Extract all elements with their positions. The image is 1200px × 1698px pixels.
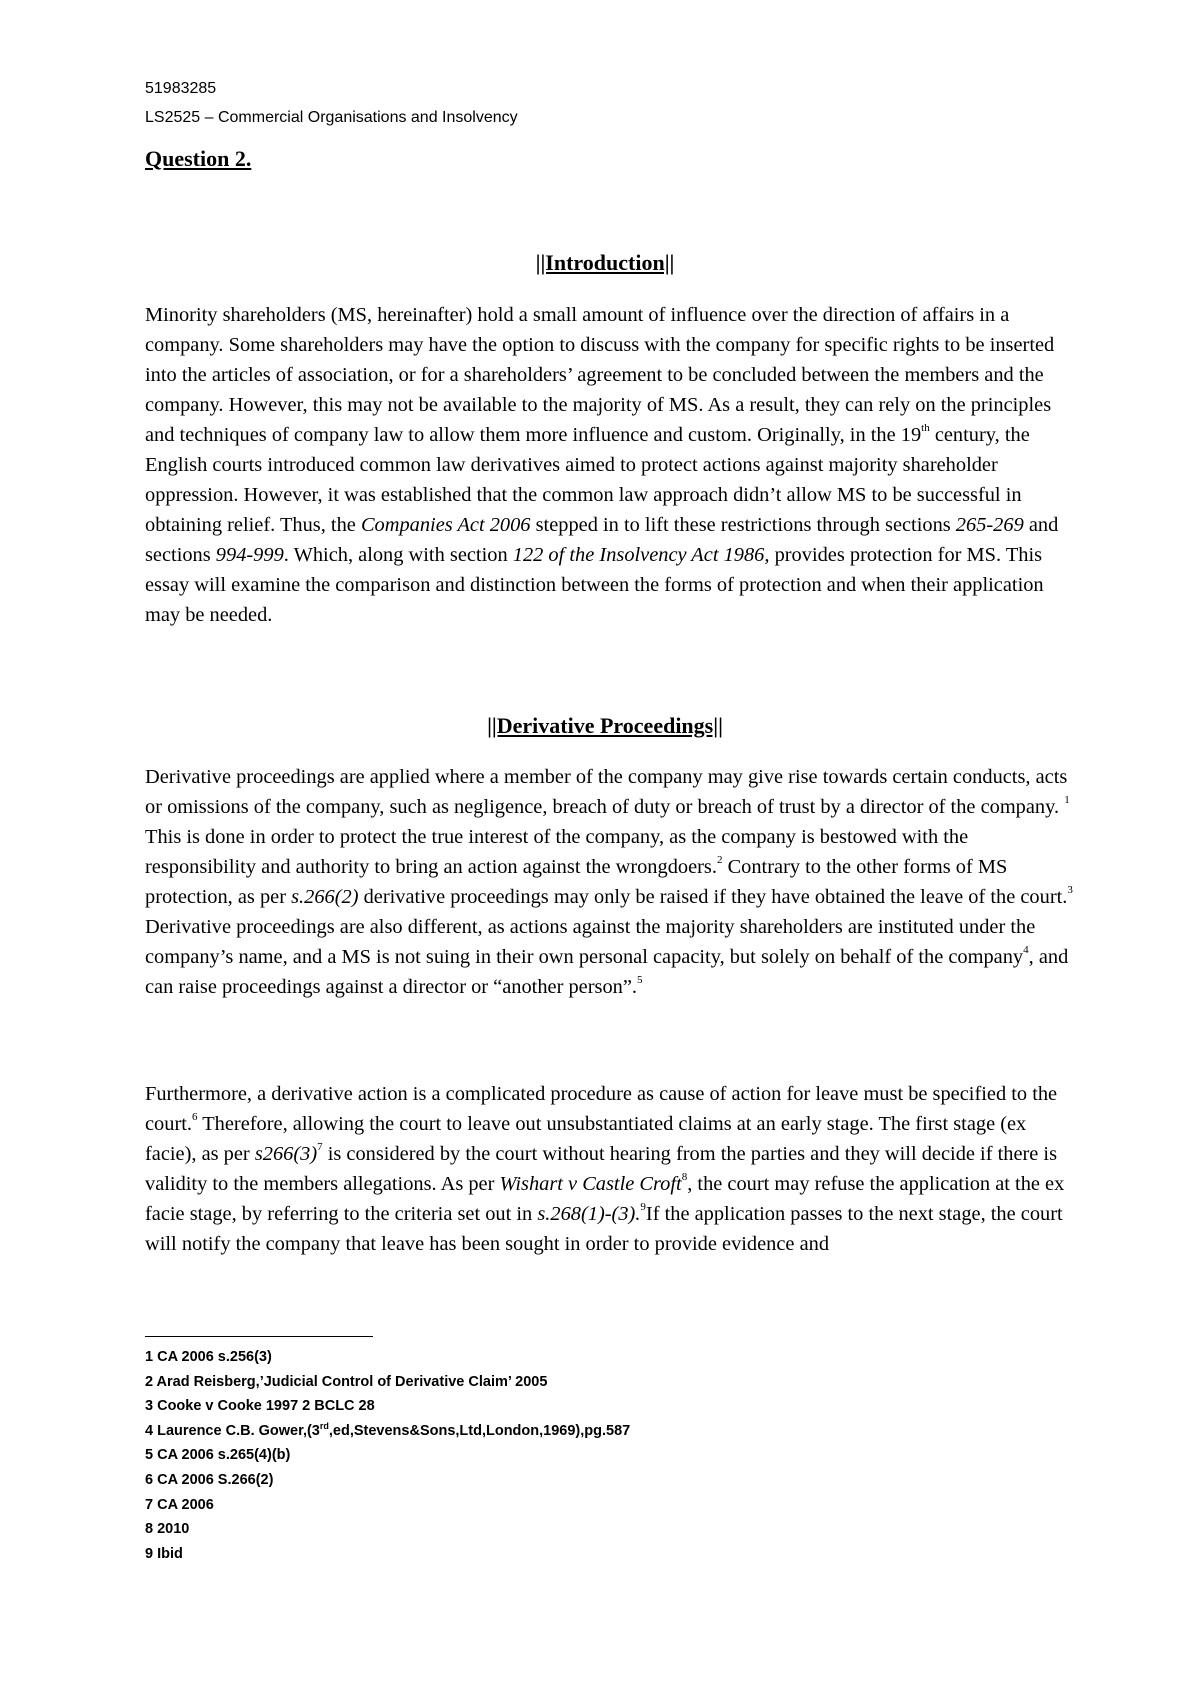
footnote-ref-3[interactable]: 3 bbox=[1067, 884, 1073, 897]
footnote-ref-7[interactable]: 7 bbox=[317, 1141, 323, 1154]
derivative-paragraph-1: Derivative proceedings are applied where a member of the company may give rise towards certain conducts, acts or omissions of the company, such as negligence, breach of duty or breach of trust by a director of the company. $^1$ This is done in order to protect the true interest of the company, as the company is bestowed with the responsibility and authority to bring an action against the wrongdoers.$^2$ Contrary to the other forms of MS protection, as per s.266(2) derivative proceedings may only be raised if they have obtained the leave of the court.$^3$ Derivative proceedings are also different, as actions against the majority shareholders are instituted under the company’s name, and a MS is not suing in their own personal capacity, but solely on behalf of the company$^4$, and can raise proceedings against a director or “another person”.$^5$ bbox=[145, 766, 1073, 998]
footnote-ref-4[interactable]: 4 bbox=[1023, 944, 1029, 957]
derivative-proceedings-heading: ||Derivative Proceedings|| bbox=[487, 713, 723, 738]
footnote-ref-9[interactable]: 9 bbox=[640, 1201, 646, 1214]
footnote-4: 4 Laurence C.B. Gower,(3rd,ed,Stevens&Sons,Ltd,London,1969),pg.587 bbox=[145, 1420, 631, 1439]
footnote-separator bbox=[145, 1336, 373, 1337]
footnote-7: 7 CA 2006 bbox=[145, 1496, 214, 1513]
footnote-5: 5 CA 2006 s.265(4)(b) bbox=[145, 1447, 291, 1464]
footnote-ref-1[interactable]: 1 bbox=[1064, 794, 1070, 807]
question-title: Question 2. bbox=[145, 146, 252, 171]
footnote-ref-8[interactable]: 8 bbox=[681, 1171, 688, 1184]
footnote-9: 9 Ibid bbox=[145, 1545, 183, 1562]
footnote-ref-5[interactable]: 5 bbox=[636, 974, 643, 987]
footnote-ref-6[interactable]: 6 bbox=[192, 1111, 198, 1124]
footnote-ref-2[interactable]: 2 bbox=[716, 854, 723, 867]
footnote-6: 6 CA 2006 S.266(2) bbox=[145, 1471, 274, 1488]
course-title: LS2525 – Commercial Organisations and Insolvency bbox=[145, 109, 518, 126]
footnote-8: 8 2010 bbox=[145, 1521, 190, 1538]
footnote-1: 1 CA 2006 s.256(3) bbox=[145, 1349, 272, 1365]
student-id: 51983285 bbox=[145, 80, 217, 97]
derivative-paragraph-2: Furthermore, a derivative action is a complicated procedure as cause of action for leave must be specified to the court.$^6$ Therefore, allowing the court to leave out unsubstantiated claims at an early stage. The first stage (ex facie), as per $s266(3)^7$ is considered by the court without hearing from the parties and they will decide if there is validity to the members allegations. As per Wishart v Castle Croft$^8$, the court may refuse the application at the ex facie stage, by referring to the criteria set out in s.268(1)-(3).$^9$If the application passes to the next stage, the court will notify the company that leave has been sought in order to provide evidence and bbox=[145, 1083, 1065, 1255]
footnote-3: 3 Cooke v Cooke 1997 2 BCLC 28 bbox=[145, 1398, 375, 1415]
footnotes bbox=[145, 1345, 630, 1566]
introduction-heading: ||Introduction|| bbox=[535, 250, 675, 275]
footnote-2: 2 Arad Reisberg,’Judicial Control of Derivative Claim’ 2005 bbox=[145, 1373, 548, 1390]
document-header bbox=[145, 74, 518, 132]
introduction-paragraph: Minority shareholders (MS, hereinafter) hold a small amount of influence over the direction of affairs in a company. Some shareholders may have the option to discuss with the company for specific rights to be inserted into the articles of association, or for a shareholders’ agreement to be concluded between the members and the company. However, this may not be available to the majority of MS. As a result, they can rely on the principles and techniques of company law to allow them more influence and custom. Originally, in the 19th century, the English courts introduced common law derivatives aimed to protect actions against majority shareholder oppression. However, it was established that the common law approach didn’t allow MS to be successful in obtaining relief. Thus, the Companies Act 2006 stepped in to lift these restrictions through sections 265-269 and sections 994-999. Which, along with section 122 of the Insolvency Act 1986, provides protection for MS. This essay will examine the comparison and distinction between the forms of protection and when their application may be needed. bbox=[145, 304, 1059, 626]
